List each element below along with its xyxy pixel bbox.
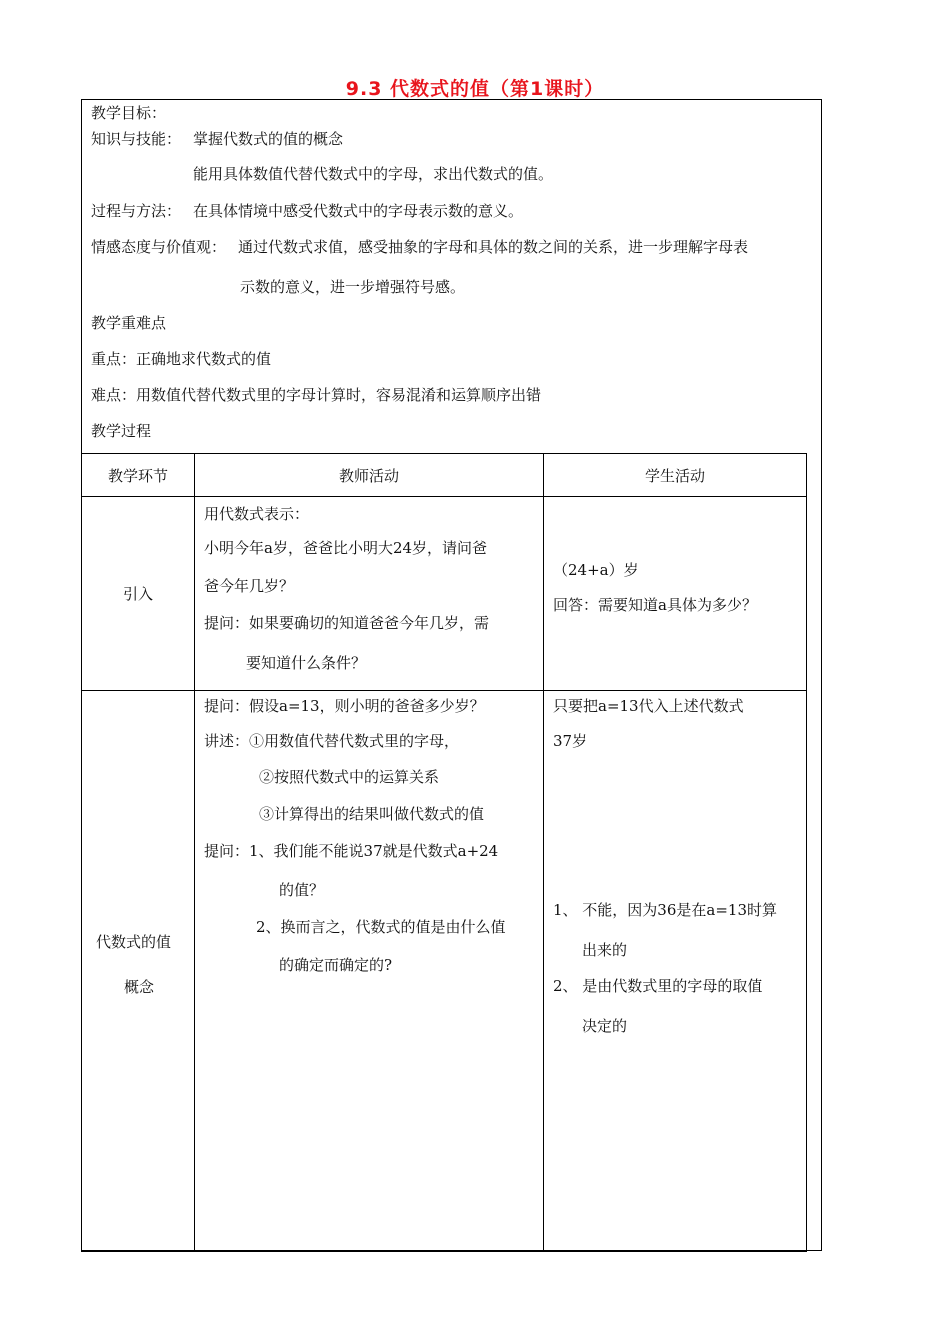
teacher-line: 的值？ bbox=[279, 881, 325, 899]
stage-cell bbox=[82, 497, 195, 691]
teacher-line: 用代数式表示： bbox=[204, 505, 310, 523]
student-line: 2、 是由代数式里的字母的取值 bbox=[553, 977, 763, 995]
teacher-line: 2、换而言之，代数式的值是由什么值 bbox=[256, 918, 506, 936]
header-student: 学生活动 bbox=[544, 454, 807, 497]
table-row bbox=[82, 497, 807, 691]
knowledge-label: 知识与技能： bbox=[91, 130, 182, 148]
teacher-line: ②按照代数式中的运算关系 bbox=[259, 768, 440, 786]
student-line: 决定的 bbox=[582, 1017, 628, 1035]
attitude-line-2: 示数的意义，进一步增强符号感。 bbox=[240, 278, 466, 296]
table-header-row bbox=[82, 454, 807, 497]
objectives-heading: 教学目标： bbox=[91, 104, 167, 122]
stage-concept-line-2: 概念 bbox=[124, 978, 155, 996]
student-line: 回答：需要知道a具体为多少？ bbox=[553, 596, 757, 614]
student-line: 出来的 bbox=[582, 941, 628, 959]
process-label: 过程与方法： bbox=[91, 202, 182, 220]
knowledge-line-2: 能用具体数值代替代数式中的字母，求出代数式的值。 bbox=[193, 165, 554, 183]
teacher-line: 提问：假设a=13，则小明的爸爸多少岁？ bbox=[204, 697, 485, 715]
focus-point: 重点：正确地求代数式的值 bbox=[91, 350, 272, 368]
teacher-line: 提问：如果要确切的知道爸爸今年几岁，需 bbox=[204, 614, 490, 632]
header-teacher: 教师活动 bbox=[195, 454, 544, 497]
teacher-line: 提问：1、我们能不能说37就是代数式a+24 bbox=[204, 842, 499, 860]
stage-cell bbox=[82, 691, 195, 1252]
teacher-line: 小明今年a岁，爸爸比小明大24岁，请问爸 bbox=[204, 539, 488, 557]
student-cell bbox=[544, 691, 807, 1252]
process-heading: 教学过程 bbox=[91, 422, 152, 440]
key-points-heading: 教学重难点 bbox=[91, 314, 167, 332]
attitude-label: 情感态度与价值观： bbox=[91, 238, 227, 256]
teacher-cell bbox=[195, 497, 544, 691]
difficulty-point: 难点：用数值代替代数式里的字母计算时，容易混淆和运算顺序出错 bbox=[91, 386, 542, 404]
student-line: 37岁 bbox=[553, 732, 588, 750]
teacher-line: 要知道什么条件？ bbox=[246, 654, 367, 672]
header-stage: 教学环节 bbox=[82, 454, 195, 497]
attitude-line-1: 通过代数式求值，感受抽象的字母和具体的数之间的关系，进一步理解字母表 bbox=[238, 238, 749, 256]
student-cell bbox=[544, 497, 807, 691]
student-line: （24+a）岁 bbox=[553, 561, 639, 579]
teacher-line: 的确定而确定的? bbox=[279, 956, 393, 974]
knowledge-line-1: 掌握代数式的值的概念 bbox=[193, 130, 344, 148]
stage-concept-line-1: 代数式的值 bbox=[96, 933, 172, 951]
teacher-line: 讲述：①用数值代替代数式里的字母， bbox=[204, 732, 460, 750]
student-line: 1、 不能，因为36是在a=13时算 bbox=[553, 901, 777, 919]
teacher-line: 爸今年几岁？ bbox=[204, 577, 295, 595]
table-row bbox=[82, 691, 807, 1252]
student-line: 只要把a=13代入上述代数式 bbox=[553, 697, 744, 715]
page-title: 9.3 代数式的值（第1课时） bbox=[345, 78, 605, 100]
teacher-cell bbox=[195, 691, 544, 1252]
stage-intro: 引入 bbox=[122, 585, 153, 603]
teaching-process-table bbox=[81, 453, 807, 1252]
process-text: 在具体情境中感受代数式中的字母表示数的意义。 bbox=[193, 202, 524, 220]
teacher-line: ③计算得出的结果叫做代数式的值 bbox=[259, 805, 485, 823]
